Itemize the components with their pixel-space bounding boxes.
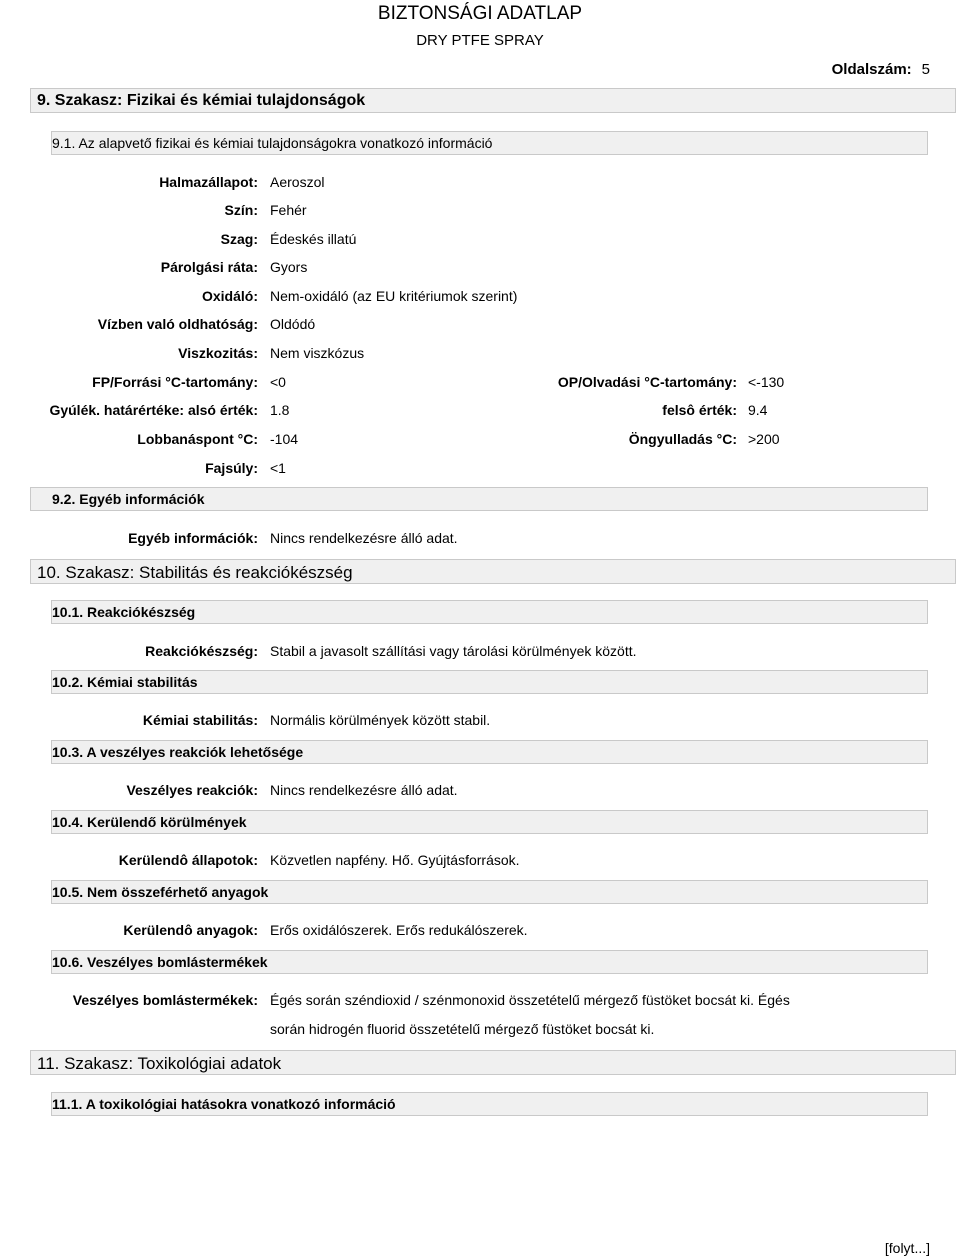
property-label: Fajsúly: [205, 460, 258, 476]
subsection-header [51, 600, 928, 624]
continued-note: [folyt...] [884, 1240, 930, 1256]
property-value: <0 [270, 374, 286, 390]
property-label: Oxidáló: [201, 288, 258, 304]
property-value: Normális körülmények között stabil. [270, 712, 491, 728]
property-value: Erős oxidálószerek. Erős redukálószerek. [270, 922, 528, 938]
subsection-header [51, 670, 928, 694]
property-value: Nem viszkózus [270, 345, 365, 361]
section-9-title: 9. Szakasz: Fizikai és kémiai tulajdonságok [37, 92, 366, 109]
property-value: -104 [270, 431, 299, 447]
property-label: Lobbanáspont °C: [137, 431, 258, 447]
property-label: felsô érték: [662, 402, 737, 418]
section-11-title: 11. Szakasz: Toxikológiai adatok [37, 1054, 282, 1073]
property-value: Stabil a javasolt szállítási vagy tárolási körülmények között. [270, 643, 637, 659]
property-label: Halmazállapot: [159, 174, 258, 190]
document-title: BIZTONSÁGI ADATLAP [377, 3, 583, 24]
property-value: Égés során széndioxid / szénmonoxid összetételű mérgező füstöket bocsát ki. Égés [270, 992, 790, 1008]
property-value: Oldódó [270, 316, 316, 332]
property-label: Vízben való oldhatóság: [97, 316, 258, 332]
subsection-title: 10.3. A veszélyes reakciók lehetősége [52, 744, 304, 760]
subsection-title: 10.5. Nem összeférhető anyagok [52, 884, 269, 900]
property-label: Reakciókészség: [145, 643, 258, 659]
subsection-header [51, 880, 928, 904]
subsection-header [51, 810, 928, 834]
subsection-title: 10.1. Reakciókészség [52, 604, 196, 620]
subsection-title: 10.4. Kerülendő körülmények [52, 814, 247, 830]
property-value: Fehér [270, 202, 307, 218]
property-value: <-130 [748, 374, 785, 390]
section-10-header [30, 559, 956, 584]
property-label: Veszélyes reakciók: [126, 782, 258, 798]
subsection-title: 10.6. Veszélyes bomlástermékek [52, 954, 268, 970]
page-number-value: 5 [921, 61, 930, 78]
property-label: OP/Olvadási °C-tartomány: [557, 374, 737, 390]
property-label: Veszélyes bomlástermékek: [72, 992, 258, 1008]
property-label: Öngyulladás °C: [628, 431, 737, 447]
property-label: Egyéb információk: [128, 530, 258, 546]
section-9-header [30, 88, 956, 113]
page-number [832, 61, 930, 78]
property-value: Nem-oxidáló (az EU kritériumok szerint) [270, 288, 518, 304]
property-label: FP/Forrási °C-tartomány: [92, 374, 258, 390]
property-value: 9.4 [748, 402, 768, 418]
subsection-header [51, 950, 928, 974]
property-label: Kémiai stabilitás: [142, 712, 258, 728]
property-label: Gyúlék. határértéke: alsó érték: [49, 402, 258, 418]
subsection-9-2-title: 9.2. Egyéb információk [52, 491, 205, 507]
property-label: Kerülendô állapotok: [118, 852, 258, 868]
property-label: Szag: [220, 231, 258, 247]
page-label: Oldalszám: [831, 61, 912, 78]
property-value: 1.8 [270, 402, 290, 418]
property-value: Gyors [270, 259, 308, 275]
subsection-11-1-title: 11.1. A toxikológiai hatásokra vonatkozó információ [52, 1096, 396, 1112]
product-name: DRY PTFE SPRAY [416, 32, 544, 49]
subsection-9-2-header [30, 487, 928, 511]
property-label: Kerülendô anyagok: [123, 922, 258, 938]
property-value: >200 [748, 431, 780, 447]
subsection-9-1-header [51, 131, 928, 155]
property-label: Szín: [224, 202, 258, 218]
subsection-title: 10.2. Kémiai stabilitás [52, 674, 198, 690]
property-value: Nincs rendelkezésre álló adat. [270, 782, 458, 798]
section-11-header [30, 1050, 956, 1075]
property-value: Édeskés illatú [270, 231, 357, 247]
property-value: Közvetlen napfény. Hő. Gyújtásforrások. [270, 852, 520, 868]
property-value: <1 [270, 460, 286, 476]
subsection-9-1-title: 9.1. Az alapvető fizikai és kémiai tulajdonságokra vonatkozó információ [52, 135, 493, 151]
subsection-header [51, 740, 928, 764]
section-10-title: 10. Szakasz: Stabilitás és reakciókészség [37, 563, 353, 582]
property-value: Aeroszol [270, 174, 325, 190]
property-label: Viszkozitás: [178, 345, 258, 361]
property-value-continued: során hidrogén fluorid összetételű mérgező füstöket bocsát ki. [270, 1021, 655, 1037]
subsection-11-1-header [51, 1092, 928, 1116]
property-label: Párolgási ráta: [160, 259, 258, 275]
property-value: Nincs rendelkezésre álló adat. [270, 530, 458, 546]
